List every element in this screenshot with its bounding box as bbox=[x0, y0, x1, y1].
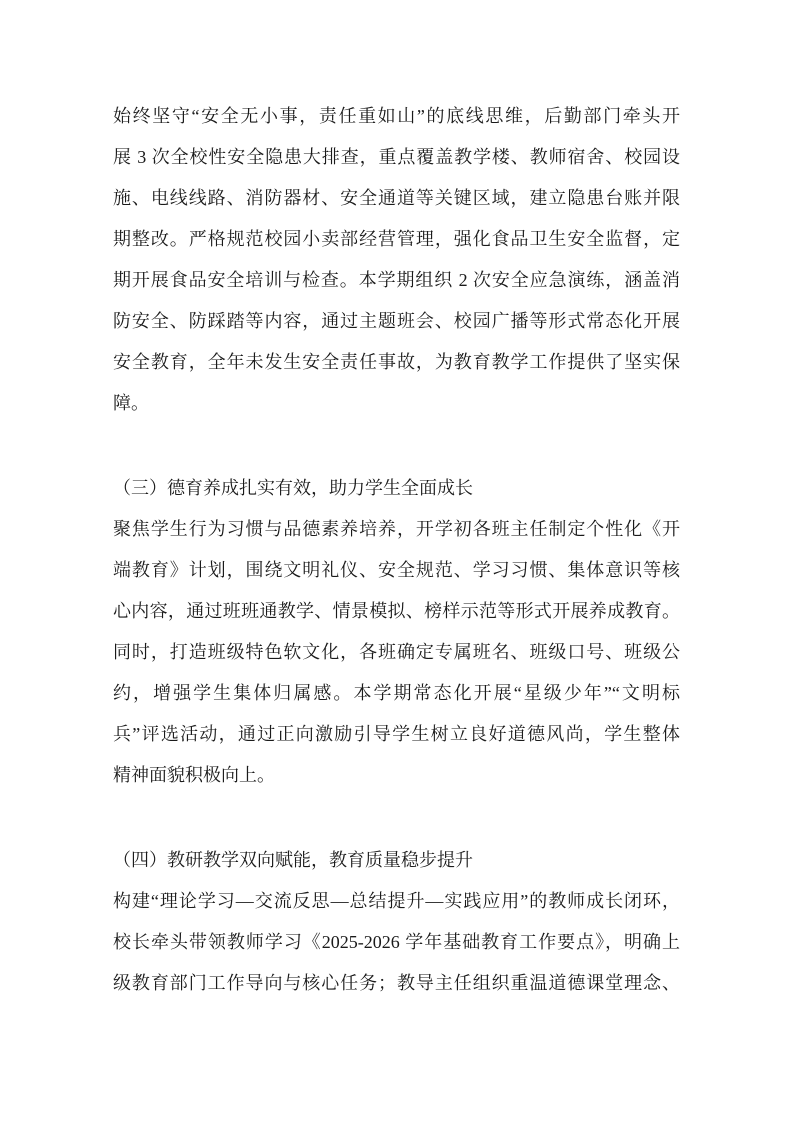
text-line: 施、电线线路、消防器材、安全通道等关键区域，建立隐患台账并限 bbox=[113, 188, 680, 208]
text-line: 防安全、防踩踏等内容，通过主题班会、校园广播等形式常态化开展 bbox=[113, 311, 680, 331]
text-line: 展 3 次全校性安全隐患大排查，重点覆盖教学楼、教师宿舍、校园设 bbox=[113, 147, 680, 167]
text-line: 构建“理论学习—交流反思—总结提升—实践应用”的教师成长闭环， bbox=[113, 891, 680, 911]
text-line: 始终坚守“安全无小事，责任重如山”的底线思维，后勤部门牵头开 bbox=[113, 106, 680, 126]
text-line: 约，增强学生集体归属感。本学期常态化开展“星级少年”“文明标 bbox=[113, 683, 680, 703]
heading-text: （四）教研教学双向赋能，教育质量稳步提升 bbox=[113, 850, 473, 870]
heading-section-three bbox=[113, 468, 680, 509]
text-line: 期整改。严格规范校园小卖部经营管理，强化食品卫生安全监督，定 bbox=[113, 229, 680, 249]
text-line: 心内容，通过班班通教学、情景模拟、榜样示范等形式开展养成教育。 bbox=[113, 601, 680, 621]
text-line: 兵”评选活动，通过正向激励引导学生树立良好道德风尚，学生整体 bbox=[113, 724, 680, 744]
text-line: 期开展食品安全培训与检查。本学期组织 2 次安全应急演练，涵盖消 bbox=[113, 270, 680, 290]
text-line: 级教育部门工作导向与核心任务；教导主任组织重温道德课堂理念、 bbox=[113, 973, 680, 993]
text-line: 安全教育，全年未发生安全责任事故，为教育教学工作提供了坚实保 bbox=[113, 352, 680, 372]
paragraph-teaching-research bbox=[113, 881, 680, 1004]
paragraph-safety-work bbox=[113, 96, 680, 424]
paragraph-moral-education bbox=[113, 509, 680, 796]
text-line: 端教育》计划，围绕文明礼仪、安全规范、学习习惯、集体意识等核 bbox=[113, 560, 680, 580]
heading-text: （三）德育养成扎实有效，助力学生全面成长 bbox=[113, 478, 473, 498]
text-line: 同时，打造班级特色软文化，各班确定专属班名、班级口号、班级公 bbox=[113, 642, 680, 662]
text-line: 障。 bbox=[113, 393, 149, 413]
text-line: 聚焦学生行为习惯与品德素养培养，开学初各班主任制定个性化《开 bbox=[113, 519, 680, 539]
text-line: 校长牵头带领教师学习《2025-2026 学年基础教育工作要点》，明确上 bbox=[113, 932, 680, 952]
text-line: 精神面貌积极向上。 bbox=[113, 765, 275, 785]
heading-section-four bbox=[113, 840, 680, 881]
